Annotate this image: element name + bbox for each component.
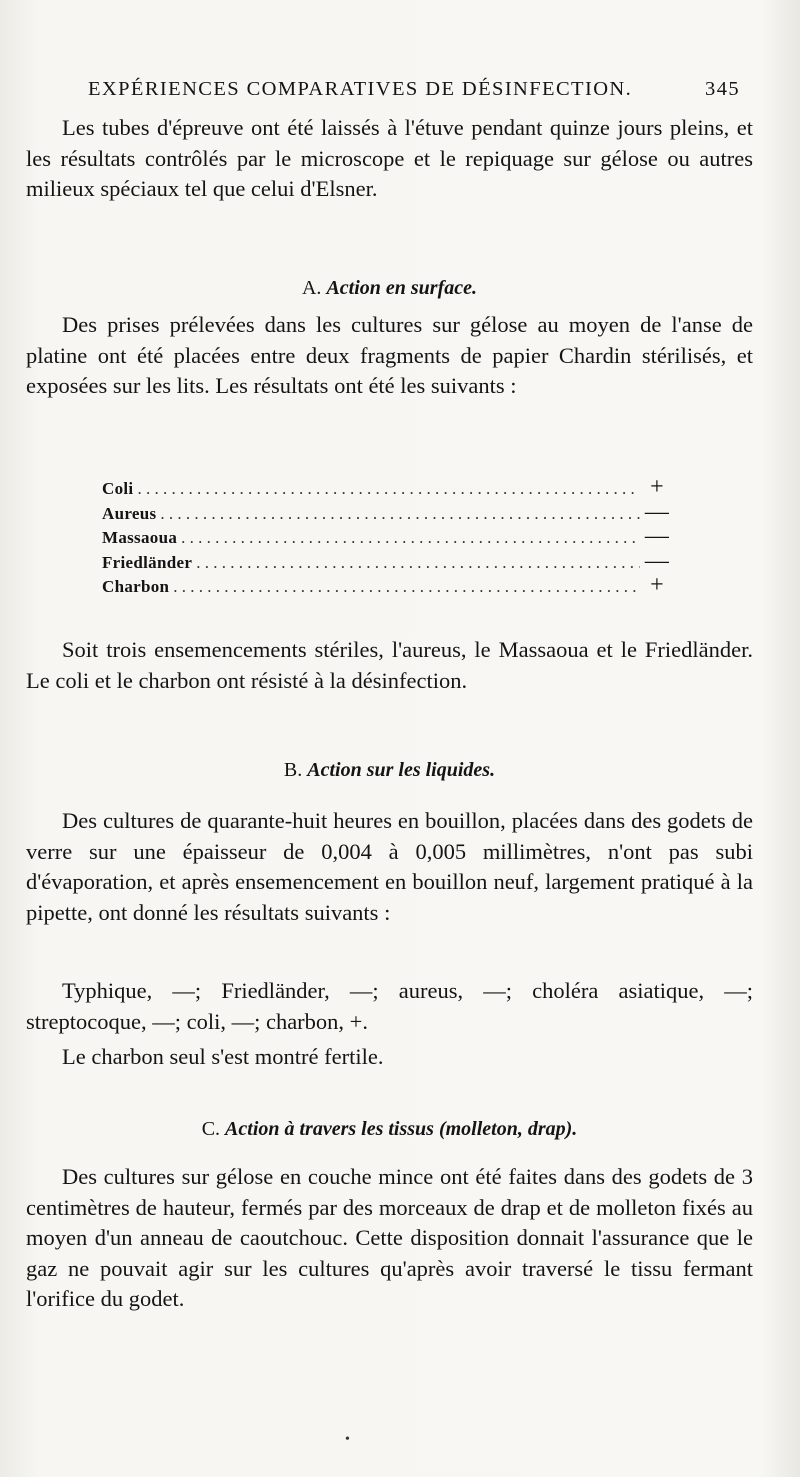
heading-letter: C. [201, 1118, 221, 1140]
dot-leader [196, 553, 640, 573]
culture-name: Massaoua [102, 528, 178, 547]
culture-result: — [644, 547, 670, 574]
paragraph-broth-cultures: Des cultures de quarante-huit heures en bouillon, placées dans des godets de verre sur une épaisseur de 0,004 à 0,005 millimètres, n'ont pas subi d'évaporation, et après ensemencement en bouillon neuf, largement pratiqué à la pipette, ont donné les résultats suivants : [26, 808, 753, 925]
culture-result: + [650, 572, 664, 598]
paragraph-broth-results: Typhique, —; Friedländer, —; aureus, —; choléra asiatique, —; streptocoque, —; coli, —; charbon, +. [26, 978, 753, 1034]
heading-title: Action sur les liquides. [307, 759, 496, 781]
paragraph-test-tubes: Les tubes d'épreuve ont été laissés à l'étuve pendant quinze jours pleins, et les résultats contrôlés par le microscope et le repiquage sur gélose ou autres milieux spéciaux tel que celui d'Elsner. [26, 115, 753, 201]
culture-name: Aureus [102, 503, 157, 523]
heading-action-surface [26, 274, 753, 302]
heading-title: Action en surface. [326, 277, 477, 299]
culture-name: Friedländer [102, 552, 193, 572]
running-title: EXPÉRIENCES COMPARATIVES DE DÉSINFECTION. [88, 78, 633, 100]
page-number: 345 [705, 78, 740, 100]
culture-result: — [644, 498, 670, 525]
heading-letter: A. [301, 277, 322, 299]
culture-name: Coli [102, 479, 134, 498]
paragraph-charbon-fertile: Le charbon seul s'est montré fertile. [62, 1044, 384, 1069]
dot-leader [160, 504, 640, 524]
culture-result: + [650, 474, 664, 500]
list-item [102, 523, 670, 548]
ink-speck: • [345, 1432, 350, 1447]
paragraph-samples: Des prises prélevées dans les cultures sur gélose au moyen de l'anse de platine ont été placées entre deux fragments de papier Chardin stérilisés, et exposées sur les lits. Les résultats ont été les suivants : [26, 312, 753, 398]
dot-leader [181, 528, 640, 548]
heading-action-liquids [26, 756, 753, 784]
heading-action-tissues [26, 1115, 753, 1143]
list-item [102, 548, 670, 573]
dot-leader [137, 479, 640, 499]
list-item [102, 474, 670, 499]
culture-name: Charbon [102, 577, 170, 596]
paragraph-tissue-cultures: Des cultures sur gélose en couche mince ont été faites dans des godets de 3 centimètres de hauteur, fermés par des morceaux de drap et de molleton fixés au moyen d'un anneau de caoutchouc. Cette disposition donnait l'assurance que le gaz ne pouvait agir sur les cultures qu'après avoir traversé le tissu fermant l'orifice du godet. [26, 1164, 753, 1311]
list-item [102, 499, 670, 524]
running-header [88, 78, 740, 108]
heading-letter: B. [283, 759, 303, 781]
paragraph-sterile-seedings: Soit trois ensemencements stériles, l'aureus, le Massaoua et le Friedländer. Le coli et le charbon ont résisté à la désinfection. [26, 637, 753, 693]
culture-result: — [644, 523, 670, 549]
dot-leader [173, 577, 640, 597]
heading-title: Action à travers les tissus (molleton, drap). [225, 1118, 578, 1140]
list-item [102, 572, 670, 597]
results-list [102, 474, 670, 597]
